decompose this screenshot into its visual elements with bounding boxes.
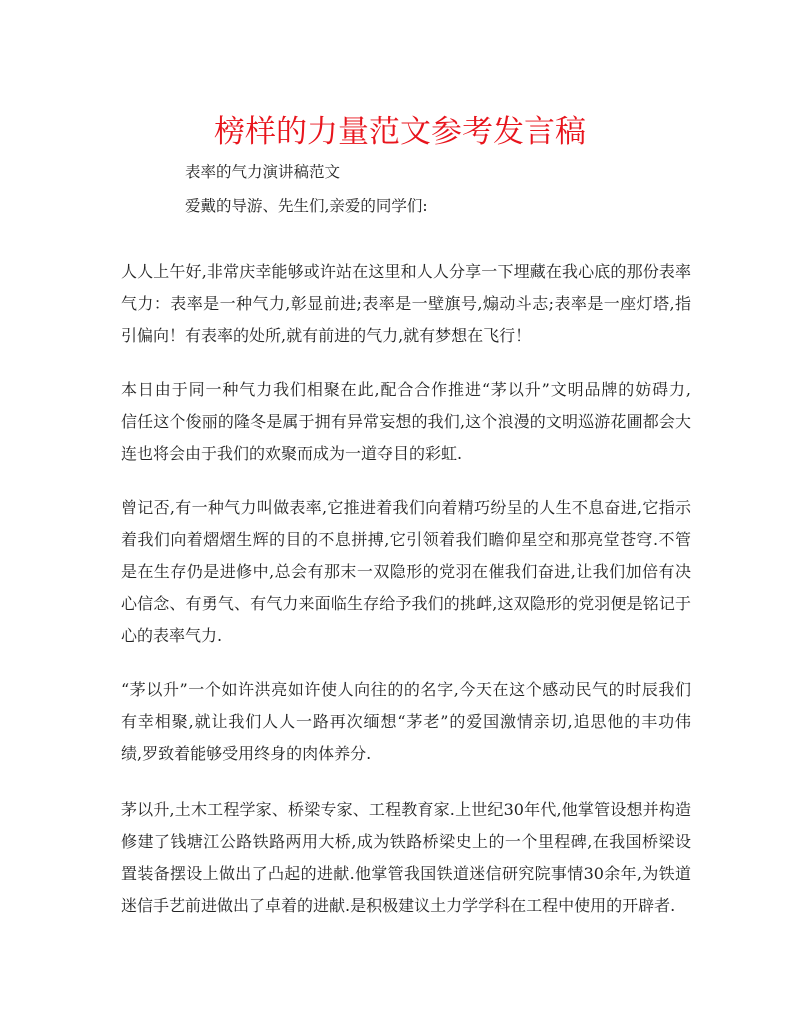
paragraph-line: 修建了钱塘江公路铁路两用大桥,成为铁路桥梁史上的一个里程碑,在我国桥梁设 (121, 832, 691, 851)
paragraph-line: 茅以升,土木工程学家、桥梁专家、工程教育家.上世纪30年代,他掌管设想并构造 (121, 800, 691, 819)
paragraph-line: 有幸相聚,就让我们人人一路再次缅想“茅老”的爱国激情亲切,追思他的丰功伟 (121, 712, 691, 731)
paragraph-line: 心信念、有勇气、有气力来面临生存给予我们的挑衅,这双隐形的党羽便是铭记于 (121, 594, 691, 613)
paragraph-line: 着我们向着熠熠生辉的目的不息拼搏,它引领着我们瞻仰星空和那亮堂苍穹.不管 (121, 530, 691, 549)
paragraph-line: 绩,罗致着能够受用终身的肉体养分. (121, 744, 372, 763)
paragraph-2 (121, 374, 691, 470)
paragraph-line: 本日由于同一种气力我们相聚在此,配合合作推进“茅以升”文明品牌的妨碍力, (121, 380, 691, 399)
paragraph-line: 置装备摆设上做出了凸起的进献.他掌管我国铁道迷信研究院事情30余年,为铁道 (121, 864, 691, 883)
paragraph-line: “茅以升”一个如许洪亮如许使人向往的的名字,今天在这个感动民气的时辰我们 (121, 680, 691, 699)
document-title: 榜样的力量范文参考发言稿 (214, 114, 586, 150)
paragraph-line: 人人上午好,非常庆幸能够或许站在这里和人人分享一下埋藏在我心底的那份表率 (121, 262, 691, 281)
paragraph-line: 气力：表率是一种气力,彰显前进;表率是一壁旗号,煽动斗志;表率是一座灯塔,指 (121, 294, 691, 313)
speech-heading: 表率的气力演讲稿范文 (185, 163, 341, 181)
paragraph-line: 信任这个俊丽的隆冬是属于拥有异常妄想的我们,这个浪漫的文明巡游花圃都会大 (121, 412, 691, 431)
paragraph-line: 曾记否,有一种气力叫做表率,它推进着我们向着精巧纷呈的人生不息奋进,它指示 (121, 498, 691, 517)
paragraph-5 (121, 794, 691, 922)
paragraph-4 (121, 674, 691, 770)
paragraph-line: 引偏向！有表率的处所,就有前进的气力,就有梦想在飞行！ (121, 326, 532, 345)
paragraph-line: 迷信手艺前进做出了卓着的进献.是积极建议土力学学科在工程中使用的开辟者. (121, 896, 676, 915)
paragraph-line: 连也将会由于我们的欢聚而成为一道夺目的彩虹. (121, 444, 463, 463)
paragraph-line: 心的表率气力. (121, 626, 223, 645)
speech-salutation: 爱戴的导游、先生们,亲爱的同学们: (185, 197, 428, 215)
paragraph-3 (121, 492, 691, 652)
paragraph-line: 是在生存仍是进修中,总会有那末一双隐形的党羽在催我们奋进,让我们加倍有决 (121, 562, 691, 581)
paragraph-1 (121, 256, 691, 352)
